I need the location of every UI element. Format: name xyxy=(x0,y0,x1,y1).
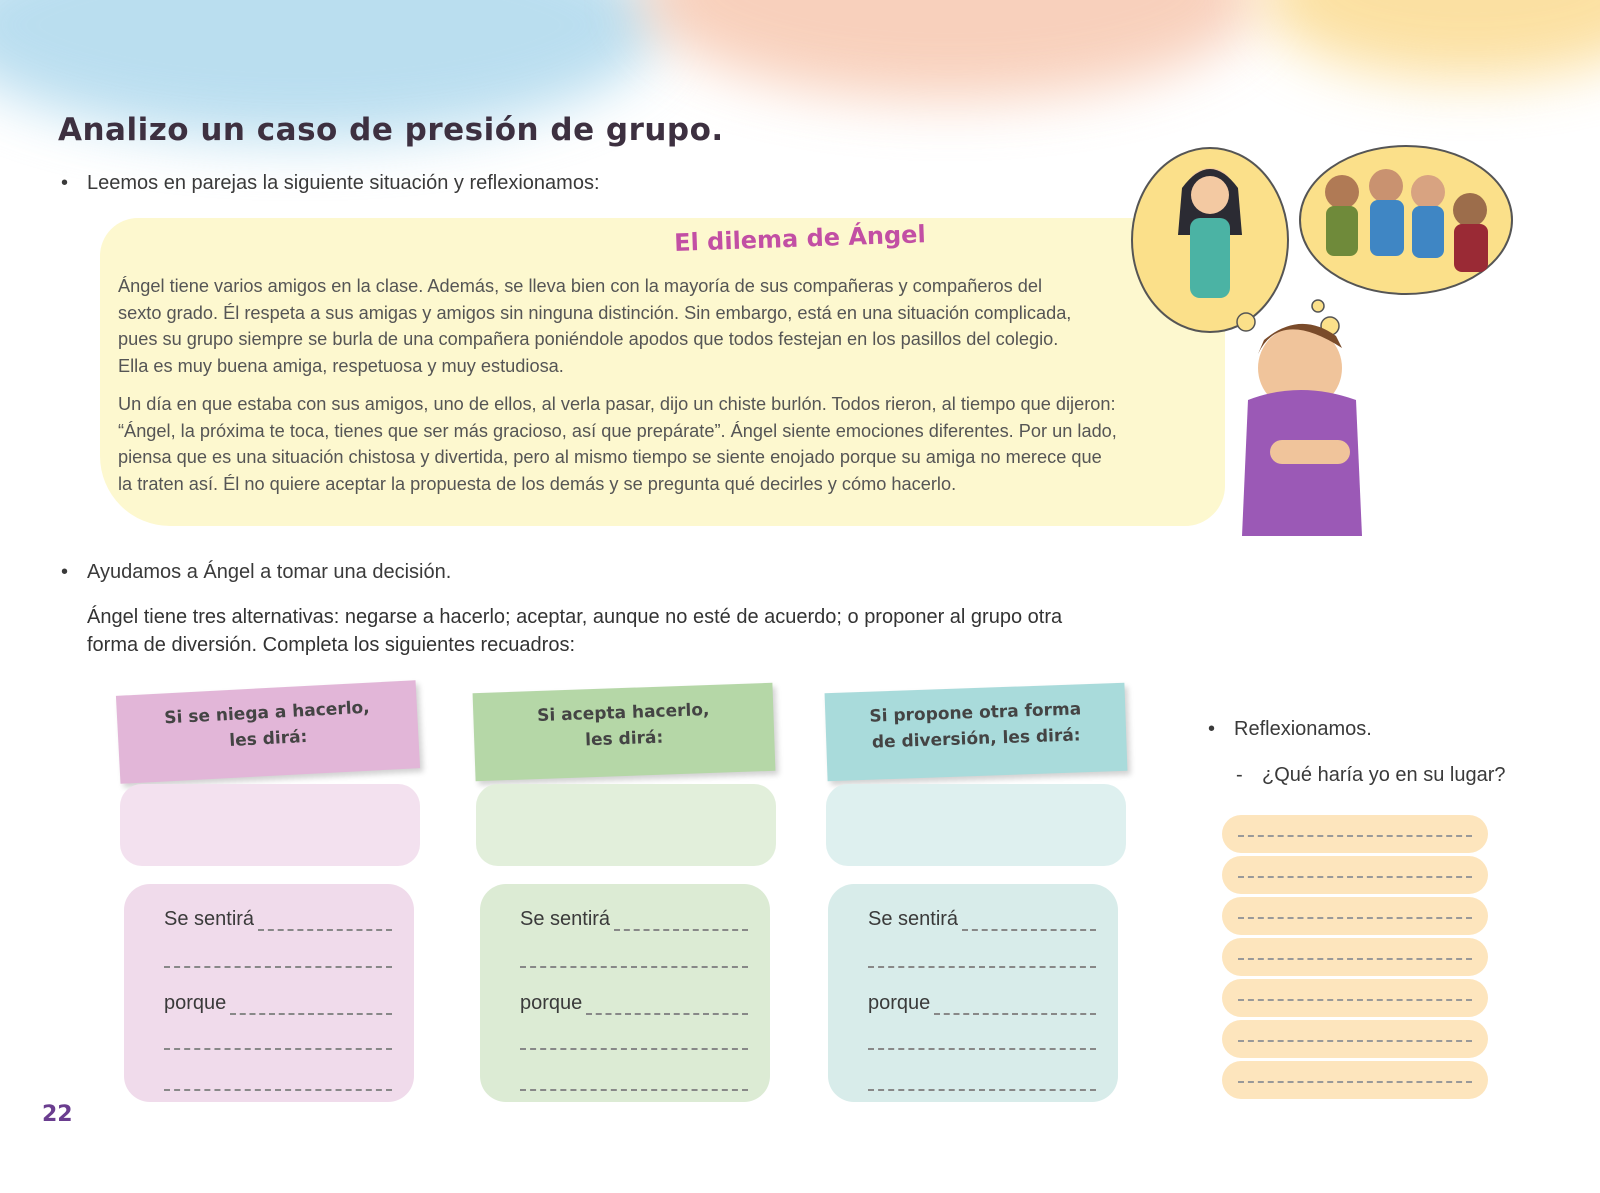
decision-instruction xyxy=(61,561,452,584)
story-paragraph-1 xyxy=(118,273,1208,379)
watercolor-wash-yellow xyxy=(1260,0,1600,80)
story-line: “Ángel, la próxima te toca, tienes que ser más gracioso, así que prepárate”. Ángel siente emociones diferentes. Por un lado, xyxy=(118,420,1117,441)
story-line: sexto grado. Él respeta a sus amigas y amigos sin ninguna distinción. Sin embargo, está en una situación complicada, xyxy=(118,302,1072,323)
blank-line[interactable] xyxy=(520,1087,748,1091)
sticky-note-accept xyxy=(473,683,776,781)
alternatives-text xyxy=(87,603,1062,659)
bullet: • xyxy=(61,172,69,194)
because-row xyxy=(164,992,392,1015)
blank-line[interactable] xyxy=(164,964,392,968)
story-title: El dilema de Ángel xyxy=(673,220,927,258)
feel-label: Se sentirá xyxy=(868,908,959,930)
because-row xyxy=(520,992,748,1015)
blank-line[interactable] xyxy=(614,913,748,931)
worried-girl-thought-bubble xyxy=(1132,148,1288,332)
answer-line[interactable] xyxy=(1222,1020,1488,1058)
answer-box-accept xyxy=(480,884,770,1102)
answer-line[interactable] xyxy=(1222,938,1488,976)
thinking-boy xyxy=(1237,300,1362,536)
story-line: la traten así. Él no quiere aceptar la propuesta de los demás y se pregunta qué decirles y cómo hacerlo. xyxy=(118,473,957,494)
blank-line[interactable] xyxy=(258,913,392,931)
answer-line[interactable] xyxy=(1222,897,1488,935)
page-title: Analizo un caso de presión de grupo. xyxy=(58,112,724,148)
note-line: Si propone otra forma xyxy=(869,699,1082,727)
feel-row xyxy=(164,908,392,931)
blank-line[interactable] xyxy=(520,964,748,968)
blank-line[interactable] xyxy=(868,1046,1096,1050)
story-line: Ella es muy buena amiga, respetuosa y muy estudiosa. xyxy=(118,355,564,376)
reflection-title: Reflexionamos. xyxy=(1234,718,1372,740)
note-line: Si acepta hacerlo, xyxy=(536,700,710,727)
blank-line[interactable] xyxy=(230,997,392,1015)
reflection-question xyxy=(1236,764,1506,787)
because-label: porque xyxy=(868,992,931,1014)
story-line: Ángel tiene varios amigos en la clase. Además, se lleva bien con la mayoría de sus compañeras y compañeros del xyxy=(118,276,1043,296)
alternatives-line: Ángel tiene tres alternativas: negarse a hacerlo; aceptar, aunque no esté de acuerdo; o proponer al grupo otra xyxy=(87,606,1063,628)
bullet: • xyxy=(1208,718,1216,740)
blank-line[interactable] xyxy=(164,1087,392,1091)
answer-line[interactable] xyxy=(1222,979,1488,1017)
writing-area-accept[interactable] xyxy=(476,784,776,866)
intro-instruction xyxy=(61,172,600,195)
laughing-boys-thought-bubble xyxy=(1300,146,1512,294)
story-line: piensa que es una situación chistosa y divertida, pero al mismo tiempo se siente enojado porque su amiga no merece que xyxy=(118,447,1102,468)
blank-line[interactable] xyxy=(868,964,1096,968)
sticky-note-refuse xyxy=(116,680,420,784)
answer-line[interactable] xyxy=(1222,1061,1488,1099)
blank-line[interactable] xyxy=(520,1046,748,1050)
answer-box-refuse xyxy=(124,884,414,1102)
watercolor-wash-peach xyxy=(640,0,1260,100)
note-line: les dirá: xyxy=(228,726,308,752)
decision-text: Ayudamos a Ángel a tomar una decisión. xyxy=(87,561,452,583)
illustration xyxy=(1130,140,1540,560)
note-line: les dirá: xyxy=(584,727,664,751)
feel-label: Se sentirá xyxy=(520,908,611,930)
note-line: Si se niega a hacerlo, xyxy=(163,697,371,729)
page-number: 22 xyxy=(42,1102,73,1127)
blank-line[interactable] xyxy=(962,913,1096,931)
answer-line[interactable] xyxy=(1222,856,1488,894)
answer-box-propose xyxy=(828,884,1118,1102)
because-row xyxy=(868,992,1096,1015)
dash: - xyxy=(1236,764,1243,786)
bullet: • xyxy=(61,561,69,583)
story-paragraph-2 xyxy=(118,391,1218,497)
intro-text: Leemos en parejas la siguiente situación y reflexionamos: xyxy=(87,172,600,194)
blank-line[interactable] xyxy=(164,1046,392,1050)
feel-row xyxy=(868,908,1096,931)
sticky-note-propose xyxy=(825,683,1128,781)
blank-line[interactable] xyxy=(586,997,748,1015)
because-label: porque xyxy=(164,992,227,1014)
feel-row xyxy=(520,908,748,931)
feel-label: Se sentirá xyxy=(164,908,255,930)
question-text: ¿Qué haría yo en su lugar? xyxy=(1262,764,1506,786)
reflection-heading xyxy=(1208,718,1372,741)
alternatives-line: forma de diversión. Completa los siguientes recuadros: xyxy=(87,634,576,656)
answer-line[interactable] xyxy=(1222,815,1488,853)
note-line: de diversión, les dirá: xyxy=(871,725,1081,753)
because-label: porque xyxy=(520,992,583,1014)
story-line: Un día en que estaba con sus amigos, uno de ellos, al verla pasar, dijo un chiste burlón. Todos rieron, al tiempo que dijeron: xyxy=(118,394,1116,414)
blank-line[interactable] xyxy=(934,997,1096,1015)
writing-area-propose[interactable] xyxy=(826,784,1126,866)
writing-area-refuse[interactable] xyxy=(120,784,420,866)
blank-line[interactable] xyxy=(868,1087,1096,1091)
story-line: pues su grupo siempre se burla de una compañera poniéndole apodos que todos festejan en los pasillos del colegio. xyxy=(118,329,1059,350)
